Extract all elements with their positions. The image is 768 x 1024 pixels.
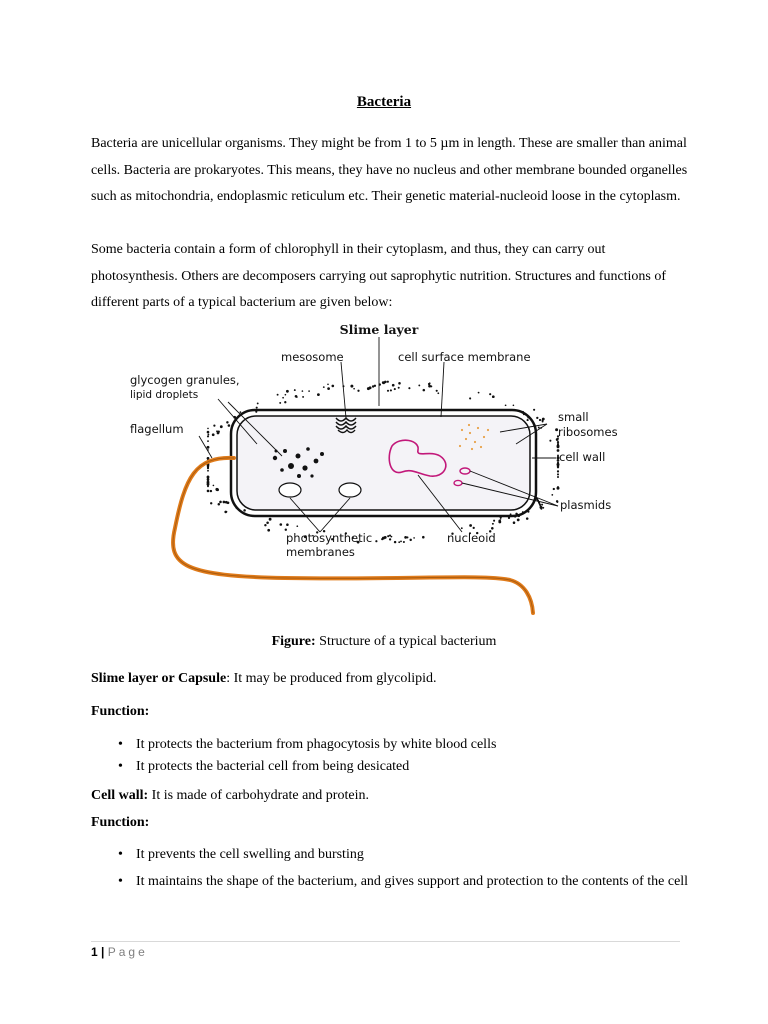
slime-dot [286, 523, 289, 526]
slime-dot [267, 529, 270, 532]
slime-dot [437, 392, 439, 394]
slime-dot [556, 501, 558, 503]
slime-dot [277, 394, 279, 396]
slime-dot [557, 486, 559, 488]
slime-dot [279, 402, 281, 404]
slime-dot [257, 402, 259, 404]
slime-dot [240, 411, 242, 413]
slime-dot [331, 385, 334, 388]
slime-dot [500, 518, 502, 520]
label-plasmids: plasmids [560, 498, 612, 512]
label-cell-surface-membrane: cell surface membrane [398, 350, 531, 364]
slime-dot [302, 390, 304, 392]
slime-dot [492, 523, 494, 525]
slime-dot [513, 404, 515, 406]
photosynthetic-membrane-1 [279, 483, 301, 497]
slime-dot [557, 466, 559, 468]
slime-dot [285, 394, 287, 396]
slime-dot [493, 520, 495, 522]
slime-dot [551, 494, 553, 496]
slime-dot [207, 428, 209, 430]
slime-dot [557, 446, 559, 448]
slime-dot [408, 387, 410, 389]
slime-dot [491, 527, 494, 530]
slime-dot [323, 386, 325, 388]
slime-dot [398, 387, 400, 389]
slime-dot [207, 490, 210, 493]
slime-dot [207, 465, 209, 467]
slime-dot [350, 385, 353, 388]
slime-dot [226, 421, 228, 423]
slime-dot [210, 490, 212, 492]
slime-dot [264, 524, 266, 526]
slime-dot [394, 388, 396, 390]
figure-caption [0, 634, 768, 650]
slime-dot [387, 381, 389, 383]
slime-dot [207, 457, 210, 460]
slime-dot [302, 396, 304, 398]
label-membranes: membranes [286, 545, 355, 559]
slime-dot [284, 401, 286, 403]
slime-dot [212, 433, 215, 436]
slime-dot [317, 393, 320, 396]
label-slime-layer: Slime layer [339, 322, 419, 337]
slime-dot [542, 421, 544, 423]
slime-dot [327, 384, 329, 386]
slime-dot [549, 440, 551, 442]
slime-dot [542, 507, 544, 509]
slime-layer-function-label: Function: [91, 704, 150, 719]
bacterium-figure [100, 318, 660, 628]
page-title: Bacteria [356, 94, 412, 110]
slime-dot [489, 393, 491, 395]
slime-dot [423, 389, 426, 392]
slime-dot [353, 388, 355, 390]
photosynthetic-membrane-2 [339, 483, 361, 497]
slime-dot [228, 424, 231, 427]
slime-dot [436, 390, 438, 392]
list-item: • It prevents the cell swelling and bursting [91, 841, 691, 868]
slime-dot [540, 508, 542, 510]
label-flagellum: flagellum [130, 422, 184, 436]
slime-dot [243, 509, 246, 512]
slime-dot [213, 485, 215, 487]
slime-dot [218, 503, 221, 506]
slime-dot [286, 390, 289, 393]
page-footer [91, 945, 148, 959]
label-small: small [558, 410, 589, 424]
slime-dot [542, 418, 545, 421]
slime-dot [389, 538, 391, 540]
slime-dot [295, 395, 298, 398]
list-item: • It maintains the shape of the bacterium, and gives support and protection to the contents of the cell [91, 868, 691, 895]
slime-dot [527, 419, 529, 421]
slime-dot [224, 511, 227, 514]
slime-dot [541, 504, 543, 506]
label-mesosome: mesosome [281, 350, 344, 364]
caption-bold: Figure: [271, 634, 316, 649]
slime-dot [505, 404, 507, 406]
slime-dot [207, 482, 209, 484]
slime-dot [207, 476, 210, 479]
list-item: • It protects the bacterium from phagocytosis by white blood cells [91, 734, 691, 756]
slime-dot [461, 527, 463, 529]
slime-dot [387, 535, 389, 537]
slime-dot [469, 524, 472, 527]
slime-dot [308, 390, 310, 392]
slime-dot [517, 519, 520, 522]
slime-dot [413, 537, 415, 539]
slime-dot [387, 390, 389, 392]
slime-dot [210, 502, 212, 504]
slime-dot [469, 397, 471, 399]
slime-dot [429, 382, 431, 384]
slime-dot [207, 440, 209, 442]
footer-divider [91, 941, 680, 942]
slime-dot [391, 536, 393, 538]
slime-dot [498, 520, 501, 523]
intro-paragraph-2: Some bacteria contain a form of chlorophyll in their cytoplasm, and thus, they can carry out photosynthesis. Others are decomposers carrying out saprophytic nutrition. Structures and functions of different parts of a typical bacterium are given below: [91, 242, 667, 311]
slime-dot [403, 541, 405, 543]
label-cell-wall: cell wall [559, 450, 606, 464]
caption-text: Structure of a typical bacterium [315, 634, 497, 649]
slime-layer-functions [91, 734, 691, 778]
slime-dot [557, 476, 559, 478]
footer-separator: | [97, 945, 108, 959]
slime-dot [217, 432, 220, 435]
label-photosynthetic: photosynthetic [286, 531, 373, 545]
list-item: • It protects the bacterial cell from being desicated [91, 756, 691, 778]
slime-dot [207, 446, 210, 449]
slime-dot [369, 386, 372, 389]
slime-dot [398, 541, 400, 543]
cell-wall-desc: It is made of carbohydrate and protein. [148, 788, 369, 803]
page-number: 1 [91, 945, 98, 959]
slime-dot [492, 395, 495, 398]
slime-dot [382, 537, 385, 540]
slime-dot [533, 409, 535, 411]
slime-dot [327, 387, 330, 390]
label-nucleoid: nucleoid [447, 531, 496, 545]
slime-dot [207, 434, 209, 436]
slime-dot [478, 392, 480, 394]
cell-surface-membrane-inner [237, 416, 530, 510]
slime-dot [207, 435, 209, 437]
cell-wall-function-label: Function: [91, 815, 150, 830]
slime-dot [266, 521, 269, 524]
slime-dot [213, 425, 215, 427]
cell-wall-term: Cell wall: [91, 788, 149, 803]
slime-dot [406, 536, 408, 538]
slime-layer-desc: : It may be produced from glycolipid. [226, 671, 437, 686]
cell-wall-heading [91, 788, 691, 804]
slime-layer-heading [91, 671, 691, 687]
slime-dot [536, 417, 538, 419]
slime-dot [207, 431, 210, 434]
slime-dot [216, 488, 219, 491]
slime-dot [269, 518, 272, 521]
slime-dot [390, 389, 392, 391]
slime-dot [553, 488, 555, 490]
cell-wall-functions [91, 841, 691, 895]
slime-dot [392, 384, 395, 387]
slime-dot [256, 407, 258, 409]
bacterium-diagram [100, 318, 660, 628]
slime-dot [394, 541, 396, 543]
slime-dot [473, 527, 475, 529]
label-glycogen-granules: glycogen granules, [130, 373, 240, 387]
slime-dot [539, 419, 541, 421]
slime-dot [219, 501, 222, 504]
slime-dot [374, 385, 376, 387]
slime-dot [526, 517, 529, 520]
slime-dot [418, 384, 420, 386]
slime-dot [409, 539, 411, 541]
slime-dot [384, 381, 387, 384]
slime-dot [220, 425, 223, 428]
label-ribosomes: ribosomes [558, 425, 618, 439]
slime-layer-term: Slime layer or Capsule [91, 671, 227, 686]
intro-paragraph-1: Bacteria are unicellular organisms. They might be from 1 to 5 µm in length. These are smaller than animal cells. Bacteria are prokaryotes. This means, they have no nucleus and other membrane bounded organelles such as mitochondria, endoplasmic reticulum etc. Their genetic material-nucleoid loose in the cytoplasm. [91, 136, 688, 205]
slime-dot [279, 523, 282, 526]
slime-dot [538, 427, 540, 429]
slime-dot [357, 390, 359, 392]
slime-dot [223, 501, 226, 504]
slime-dot [375, 540, 377, 542]
slime-dot [513, 521, 516, 524]
slime-dot [207, 470, 209, 472]
slime-dot [557, 473, 559, 475]
slime-dot [428, 385, 431, 388]
page-word: Page [107, 945, 148, 959]
slime-dot [557, 470, 559, 472]
slime-dot [294, 389, 296, 391]
slime-dot [398, 382, 401, 385]
slime-dot [296, 525, 298, 527]
label-lipid-droplets: lipid droplets [130, 389, 199, 401]
slime-dot [422, 536, 425, 539]
slime-dot [282, 397, 284, 399]
slime-dot [225, 501, 228, 504]
slime-dot [400, 540, 402, 542]
